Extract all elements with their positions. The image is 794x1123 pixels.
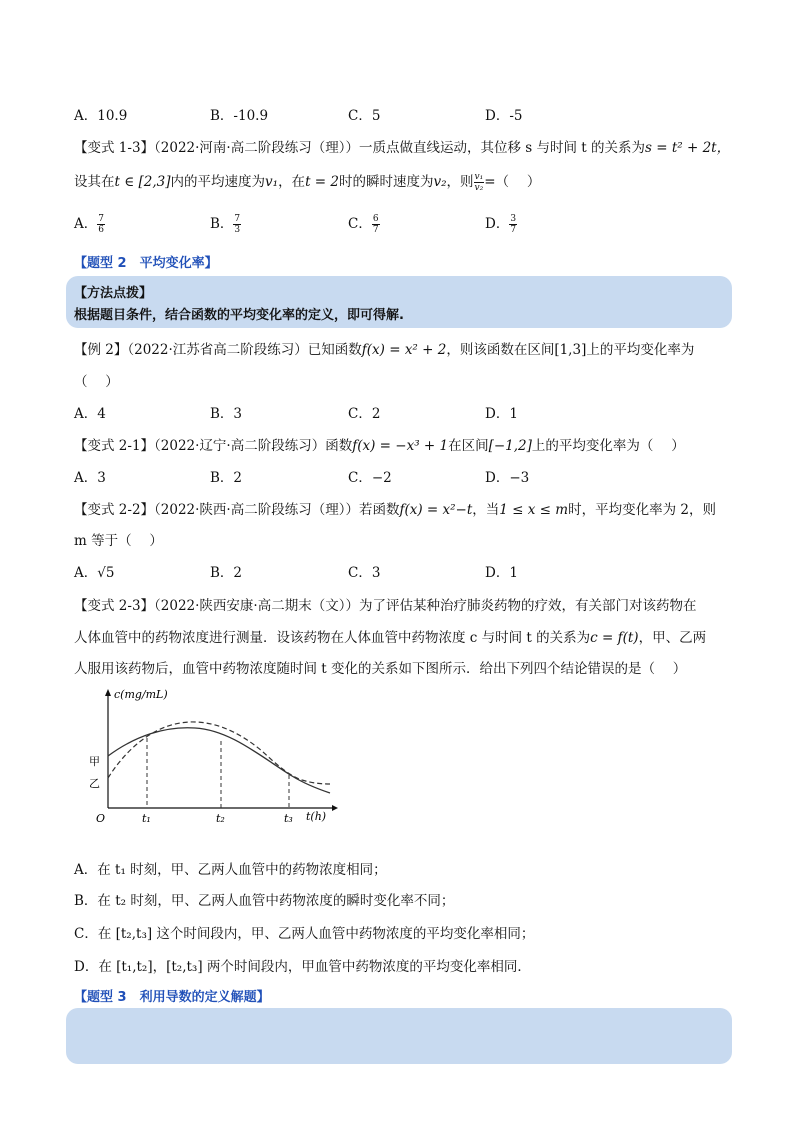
fraction-den: 6 — [98, 225, 104, 235]
fraction-den: 7 — [372, 225, 379, 235]
question-source: （2022·河南·高二阶段练习（理）） — [154, 140, 359, 156]
option-c — [348, 212, 380, 235]
option-label: D． — [485, 216, 510, 232]
option-c: C．5 — [348, 108, 381, 124]
x-axis-label: t(h) — [306, 810, 327, 823]
series-label-yi: 乙 — [89, 777, 100, 790]
option-a: A．4 — [74, 406, 106, 422]
question-text: 时的瞬时速度为 — [338, 174, 434, 190]
option-d: D．在 [t₁,t₂]，[t₂,t₃] 两个时间段内，甲血管中药物浓度的平均变化率相同． — [74, 959, 531, 975]
question-text: ，在 — [278, 174, 306, 190]
formula: f(x) = x²−t — [399, 502, 473, 518]
fraction-den: v₂ — [474, 183, 484, 193]
option-a: A．3 — [74, 470, 106, 486]
question-text: ，当 — [472, 502, 500, 518]
question-text: 设其在 — [74, 174, 115, 190]
question-text: 上的平均变化率为（ ） — [531, 438, 685, 454]
option-b: B．在 t₂ 时刻，甲、乙两人血管中药物浓度的瞬时变化率不同； — [74, 893, 455, 909]
question-text: 人体血管中的药物浓度进行测量．设该药物在人体血管中药物浓度 c 与时间 t 的关系为 — [74, 630, 591, 646]
formula: v₂ — [433, 174, 447, 190]
option-b: B．2 — [210, 470, 243, 486]
question-text: 时，平均变化率为 2，则 — [568, 502, 716, 518]
option-a: A．10.9 — [74, 108, 128, 124]
fraction — [509, 214, 517, 235]
question-v23-line2 — [74, 626, 706, 646]
option-b: B．3 — [210, 406, 243, 422]
fraction — [372, 214, 380, 235]
option-a: A．在 t₁ 时刻，甲、乙两人血管中的药物浓度相同； — [74, 862, 387, 878]
question-text: 在区间 — [448, 438, 489, 454]
question-ex2-line1 — [74, 338, 694, 358]
option-d: D．1 — [485, 565, 518, 581]
question-tag: 【变式 1-3】 — [74, 140, 155, 156]
method-box-empty — [66, 1008, 732, 1064]
x-axis-arrow — [332, 805, 338, 811]
formula: f(x) = x² + 2 — [361, 342, 447, 358]
question-text: ，则 — [446, 174, 474, 190]
option-label: A． — [74, 216, 98, 232]
question-v23-line3: 人服用该药物后，血管中药物浓度随时间 t 变化的关系如下图所示．给出下列四个结论错误的是（ ） — [74, 661, 687, 677]
curve-jia — [108, 728, 330, 793]
section-heading-3: 【题型 3 利用导数的定义解题】 — [74, 990, 270, 1005]
question-text: 【变式 2-1】（2022·辽宁·高二阶段练习）函数 — [74, 438, 353, 454]
concentration-figure — [80, 686, 340, 826]
formula: [−1,2] — [488, 438, 532, 454]
option-d: D．1 — [485, 406, 518, 422]
option-a: A．√5 — [74, 565, 115, 581]
fraction-num: 3 — [510, 214, 517, 224]
question-text: 【变式 2-2】（2022·陕西·高二阶段练习（理））若函数 — [74, 502, 400, 518]
option-d: D．−3 — [485, 470, 530, 486]
question-v22-line1 — [74, 498, 716, 518]
formula: t ∈ [2,3] — [114, 174, 171, 190]
formula: t = 2 — [305, 174, 339, 190]
question-v22-line2: m 等于（ ） — [74, 533, 163, 549]
question-text: 内的平均速度为 — [170, 174, 266, 190]
option-c: C．在 [t₂,t₃] 这个时间段内，甲、乙两人血管中药物浓度的平均变化率相同； — [74, 926, 535, 942]
question-text: ，甲、乙两 — [638, 630, 707, 646]
method-box-text: 根据题目条件，结合函数的平均变化率的定义，即可得解. — [74, 308, 404, 323]
option-label: C． — [348, 216, 372, 232]
tick-t1: t₁ — [142, 812, 151, 825]
fraction-num: 7 — [98, 214, 104, 224]
option-b: B．2 — [210, 565, 243, 581]
option-b — [210, 212, 241, 235]
fraction — [233, 214, 241, 235]
tick-t2: t₂ — [216, 812, 225, 825]
option-d — [485, 212, 517, 235]
method-box — [66, 276, 732, 328]
y-axis-label: c(mg/mL) — [114, 688, 168, 701]
curve-yi — [108, 722, 330, 784]
question-v13-line1 — [74, 136, 730, 156]
y-axis-arrow — [105, 689, 111, 696]
fraction-den: 7 — [510, 225, 517, 235]
formula: s = t² + 2t， — [645, 140, 731, 156]
option-d: D．-5 — [485, 108, 523, 124]
section-heading-2: 【题型 2 平均变化率】 — [74, 256, 218, 271]
series-label-jia: 甲 — [89, 755, 100, 768]
question-text: ，则该函数在区间[1,3]上的平均变化率为 — [446, 342, 695, 358]
formula: c = f(t) — [590, 630, 639, 646]
option-a — [74, 212, 105, 235]
question-v13-line2 — [74, 170, 540, 193]
fraction-num: v₁ — [474, 172, 484, 182]
question-v23-line1: 【变式 2-3】（2022·陕西安康·高二期末（文））为了评估某种治疗肺炎药物的疗效，有关部门对该药物在 — [74, 598, 697, 614]
fraction-den: 3 — [234, 225, 241, 235]
option-c: C．3 — [348, 565, 381, 581]
question-text: 一质点做直线运动，其位移 s 与时间 t 的关系为 — [358, 140, 646, 156]
fraction — [97, 214, 105, 235]
option-c: C．2 — [348, 406, 381, 422]
question-text: 【例 2】（2022·江苏省高二阶段练习）已知函数 — [74, 342, 362, 358]
option-b: B．-10.9 — [210, 108, 269, 124]
formula: v₁ — [265, 174, 279, 190]
option-label: B． — [210, 216, 234, 232]
formula: f(x) = −x³ + 1 — [352, 438, 449, 454]
fraction — [474, 172, 485, 193]
option-c: C．−2 — [348, 470, 392, 486]
question-v21 — [74, 434, 685, 454]
question-text: =（ ） — [484, 174, 541, 190]
fraction-num: 6 — [372, 214, 379, 224]
origin-label: O — [96, 812, 106, 825]
method-box-title: 【方法点拨】 — [74, 286, 153, 301]
tick-t3: t₃ — [284, 812, 293, 825]
fraction-num: 7 — [234, 214, 241, 224]
question-ex2-line2: （ ） — [74, 374, 119, 390]
formula: 1 ≤ x ≤ m — [499, 502, 569, 518]
